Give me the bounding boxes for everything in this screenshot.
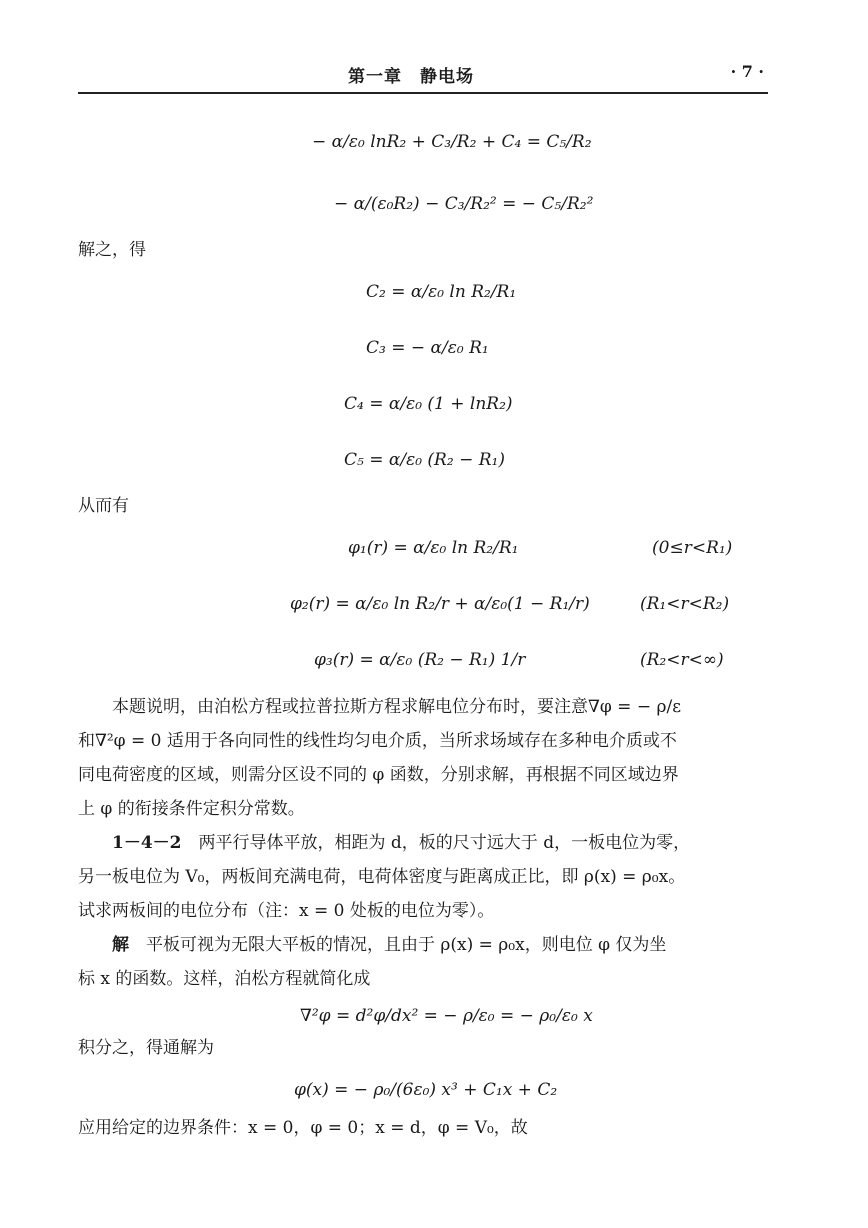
header-rule (78, 92, 768, 94)
solution-line: 标 x 的函数。这样，泊松方程就简化成 (78, 969, 371, 989)
note-line: 上 φ 的衔接条件定积分常数。 (78, 799, 305, 819)
text-solve: 解之，得 (78, 240, 146, 260)
solution-label: 解 (112, 935, 129, 955)
solution-line: 解 平板可视为无限大平板的情况，且由于 ρ(x) = ρ₀x，则电位 φ 仅为坐 (112, 935, 667, 955)
poisson-equation: ∇²φ = d²φ/dx² = − ρ/ε₀ = − ρ₀/ε₀ x (300, 1006, 593, 1026)
potential-3: φ₃(r) = α/ε₀ (R₂ − R₁) 1/r (314, 650, 526, 670)
text-integrate: 积分之，得通解为 (78, 1038, 214, 1058)
note-line: 和∇²φ = 0 适用于各向同性的线性均匀电介质，当所求场域存在多种电介质或不 (78, 731, 677, 751)
problem-paragraph (78, 826, 768, 928)
chapter-title: 第一章 静电场 (348, 67, 474, 87)
boundary-conditions: 应用给定的边界条件：x = 0，φ = 0；x = d，φ = V₀，故 (78, 1118, 528, 1138)
note-line: 本题说明，由泊松方程或拉普拉斯方程求解电位分布时，要注意∇φ = − ρ/ε (112, 697, 682, 717)
page-number: · 7 · (730, 62, 764, 81)
potential-2: φ₂(r) = α/ε₀ ln R₂/r + α/ε₀(1 − R₁/r) (290, 594, 590, 614)
general-solution: φ(x) = − ρ₀/(6ε₀) x³ + C₁x + C₂ (294, 1080, 558, 1100)
constant-c4: C₄ = α/ε₀ (1 + lnR₂) (344, 394, 513, 414)
potential-1-condition: (0≤r<R₁) (652, 538, 733, 558)
text-thus: 从而有 (78, 496, 129, 516)
problem-line: 试求两板间的电位分布（注：x = 0 处板的电位为零）。 (78, 901, 495, 921)
page-header (78, 60, 768, 90)
problem-number: 1－4－2 (112, 833, 182, 853)
note-line: 同电荷密度的区域，则需分区设不同的 φ 函数，分别求解，再根据不同区域边界 (78, 765, 679, 785)
note-paragraph (78, 690, 768, 826)
potential-3-condition: (R₂<r<∞) (640, 650, 724, 670)
problem-line: 1－4－2 两平行导体平放，相距为 d，板的尺寸远大于 d，一板电位为零， (112, 833, 691, 853)
solution-paragraph (78, 928, 768, 996)
constant-c2: C₂ = α/ε₀ ln R₂/R₁ (366, 282, 517, 302)
constant-c5: C₅ = α/ε₀ (R₂ − R₁) (344, 450, 505, 470)
constant-c3: C₃ = − α/ε₀ R₁ (366, 338, 489, 358)
potential-2-condition: (R₁<r<R₂) (640, 594, 730, 614)
problem-line: 另一板电位为 V₀，两板间充满电荷，电荷体密度与距离成正比，即 ρ(x) = ρ₀x。 (78, 867, 686, 887)
equation-1: − α/ε₀ lnR₂ + C₃/R₂ + C₄ = C₅/R₂ (312, 132, 592, 152)
potential-1: φ₁(r) = α/ε₀ ln R₂/R₁ (348, 538, 519, 558)
equation-2: − α/(ε₀R₂) − C₃/R₂² = − C₅/R₂² (334, 194, 594, 214)
